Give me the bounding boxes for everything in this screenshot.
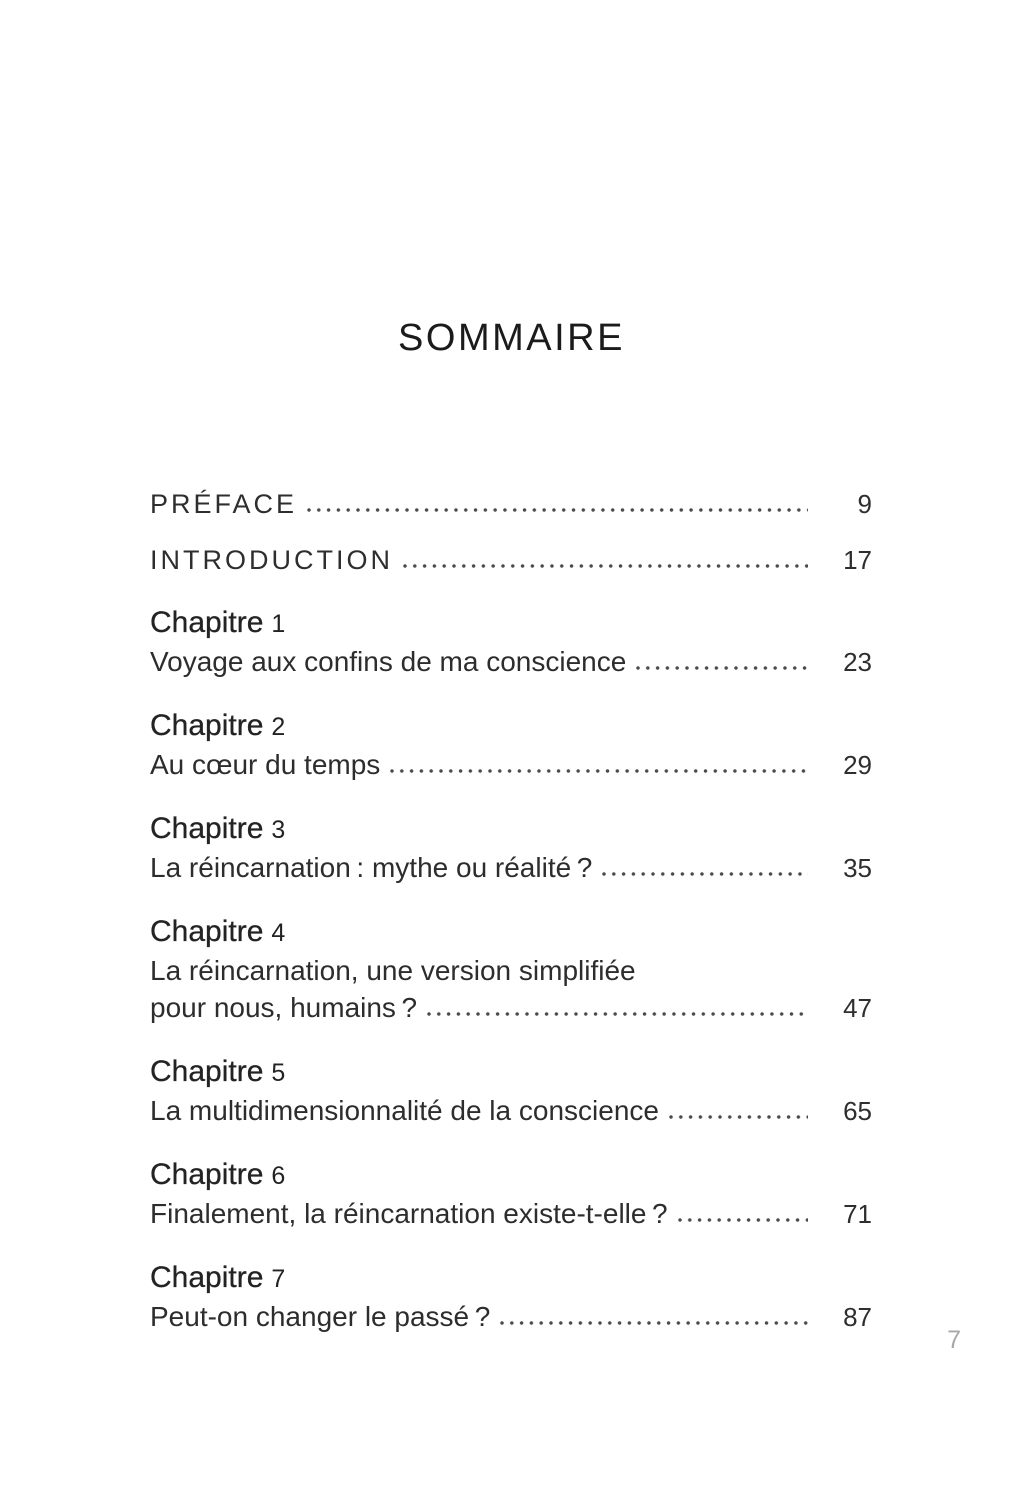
chapter-word: Chapitre (150, 1158, 264, 1191)
toc-entry-introduction (150, 542, 872, 579)
chapter-title-line: La multidimensionnalité de la conscience (150, 1095, 659, 1126)
toc-chapter-3 (150, 810, 872, 887)
entry-label: INTRODUCTION (150, 545, 393, 575)
chapter-title-row (150, 1092, 872, 1130)
toc-chapter-6 (150, 1156, 872, 1233)
chapter-word: Chapitre (150, 812, 264, 845)
page-number: 23 (843, 647, 872, 677)
toc-chapter-4 (150, 913, 872, 1027)
dot-leader (602, 871, 808, 877)
chapter-title-row (150, 989, 872, 1027)
chapter-heading (150, 1053, 872, 1092)
dot-leader (390, 768, 808, 774)
chapter-title-line: La réincarnation, une version simplifiée (150, 955, 636, 986)
chapter-word: Chapitre (150, 1055, 264, 1088)
dot-leader (636, 665, 808, 671)
chapter-title-row (150, 1298, 872, 1336)
page-title: SOMMAIRE (398, 317, 625, 359)
page-number: 71 (843, 1199, 872, 1229)
chapter-title-row (150, 643, 872, 681)
dot-leader (307, 507, 808, 513)
chapter-heading (150, 707, 872, 746)
chapter-number: 2 (271, 713, 286, 741)
page-number: 47 (843, 993, 872, 1023)
dot-leader (678, 1217, 808, 1223)
chapter-number: 5 (271, 1059, 286, 1087)
table-of-contents (150, 486, 872, 1336)
chapter-title-line: Voyage aux confins de ma conscience (150, 646, 627, 677)
chapter-word: Chapitre (150, 1261, 264, 1294)
page-number: 65 (843, 1096, 872, 1126)
toc-chapter-7 (150, 1259, 872, 1336)
chapter-heading (150, 913, 872, 952)
chapter-title-line: Finalement, la réincarnation existe-t-elle ? (150, 1198, 668, 1229)
toc-entry-preface (150, 486, 872, 523)
chapter-heading (150, 604, 872, 643)
entry-label: PRÉFACE (150, 489, 298, 519)
chapter-heading (150, 1156, 872, 1195)
chapter-heading (150, 810, 872, 849)
page-number: 17 (843, 545, 872, 575)
toc-chapter-1 (150, 604, 872, 681)
chapter-title-line: pour nous, humains ? (150, 992, 418, 1023)
dot-leader (500, 1320, 808, 1326)
chapter-number: 7 (271, 1265, 286, 1293)
dot-leader (669, 1114, 808, 1120)
chapter-number: 6 (271, 1162, 286, 1190)
chapter-heading (150, 1259, 872, 1298)
page-number: 29 (843, 750, 872, 780)
toc-chapter-5 (150, 1053, 872, 1130)
chapter-word: Chapitre (150, 709, 264, 742)
page-number: 35 (843, 853, 872, 883)
chapter-title-line: Peut-on changer le passé ? (150, 1301, 491, 1332)
page-number: 9 (857, 489, 872, 519)
chapter-title-line: Au cœur du temps (150, 749, 381, 780)
chapter-title-row (150, 1195, 872, 1233)
chapter-title-line: La réincarnation : mythe ou réalité ? (150, 852, 593, 883)
chapter-title-row (150, 746, 872, 784)
chapter-word: Chapitre (150, 606, 264, 639)
dot-leader (427, 1011, 808, 1017)
chapter-number: 4 (271, 919, 286, 947)
dot-leader (403, 563, 808, 569)
chapter-word: Chapitre (150, 915, 264, 948)
chapter-title-row (150, 849, 872, 887)
toc-chapter-2 (150, 707, 872, 784)
chapter-number: 1 (271, 610, 286, 638)
page-number: 87 (843, 1302, 872, 1332)
chapter-number: 3 (271, 816, 286, 844)
folio-page-number: 7 (947, 1326, 961, 1354)
